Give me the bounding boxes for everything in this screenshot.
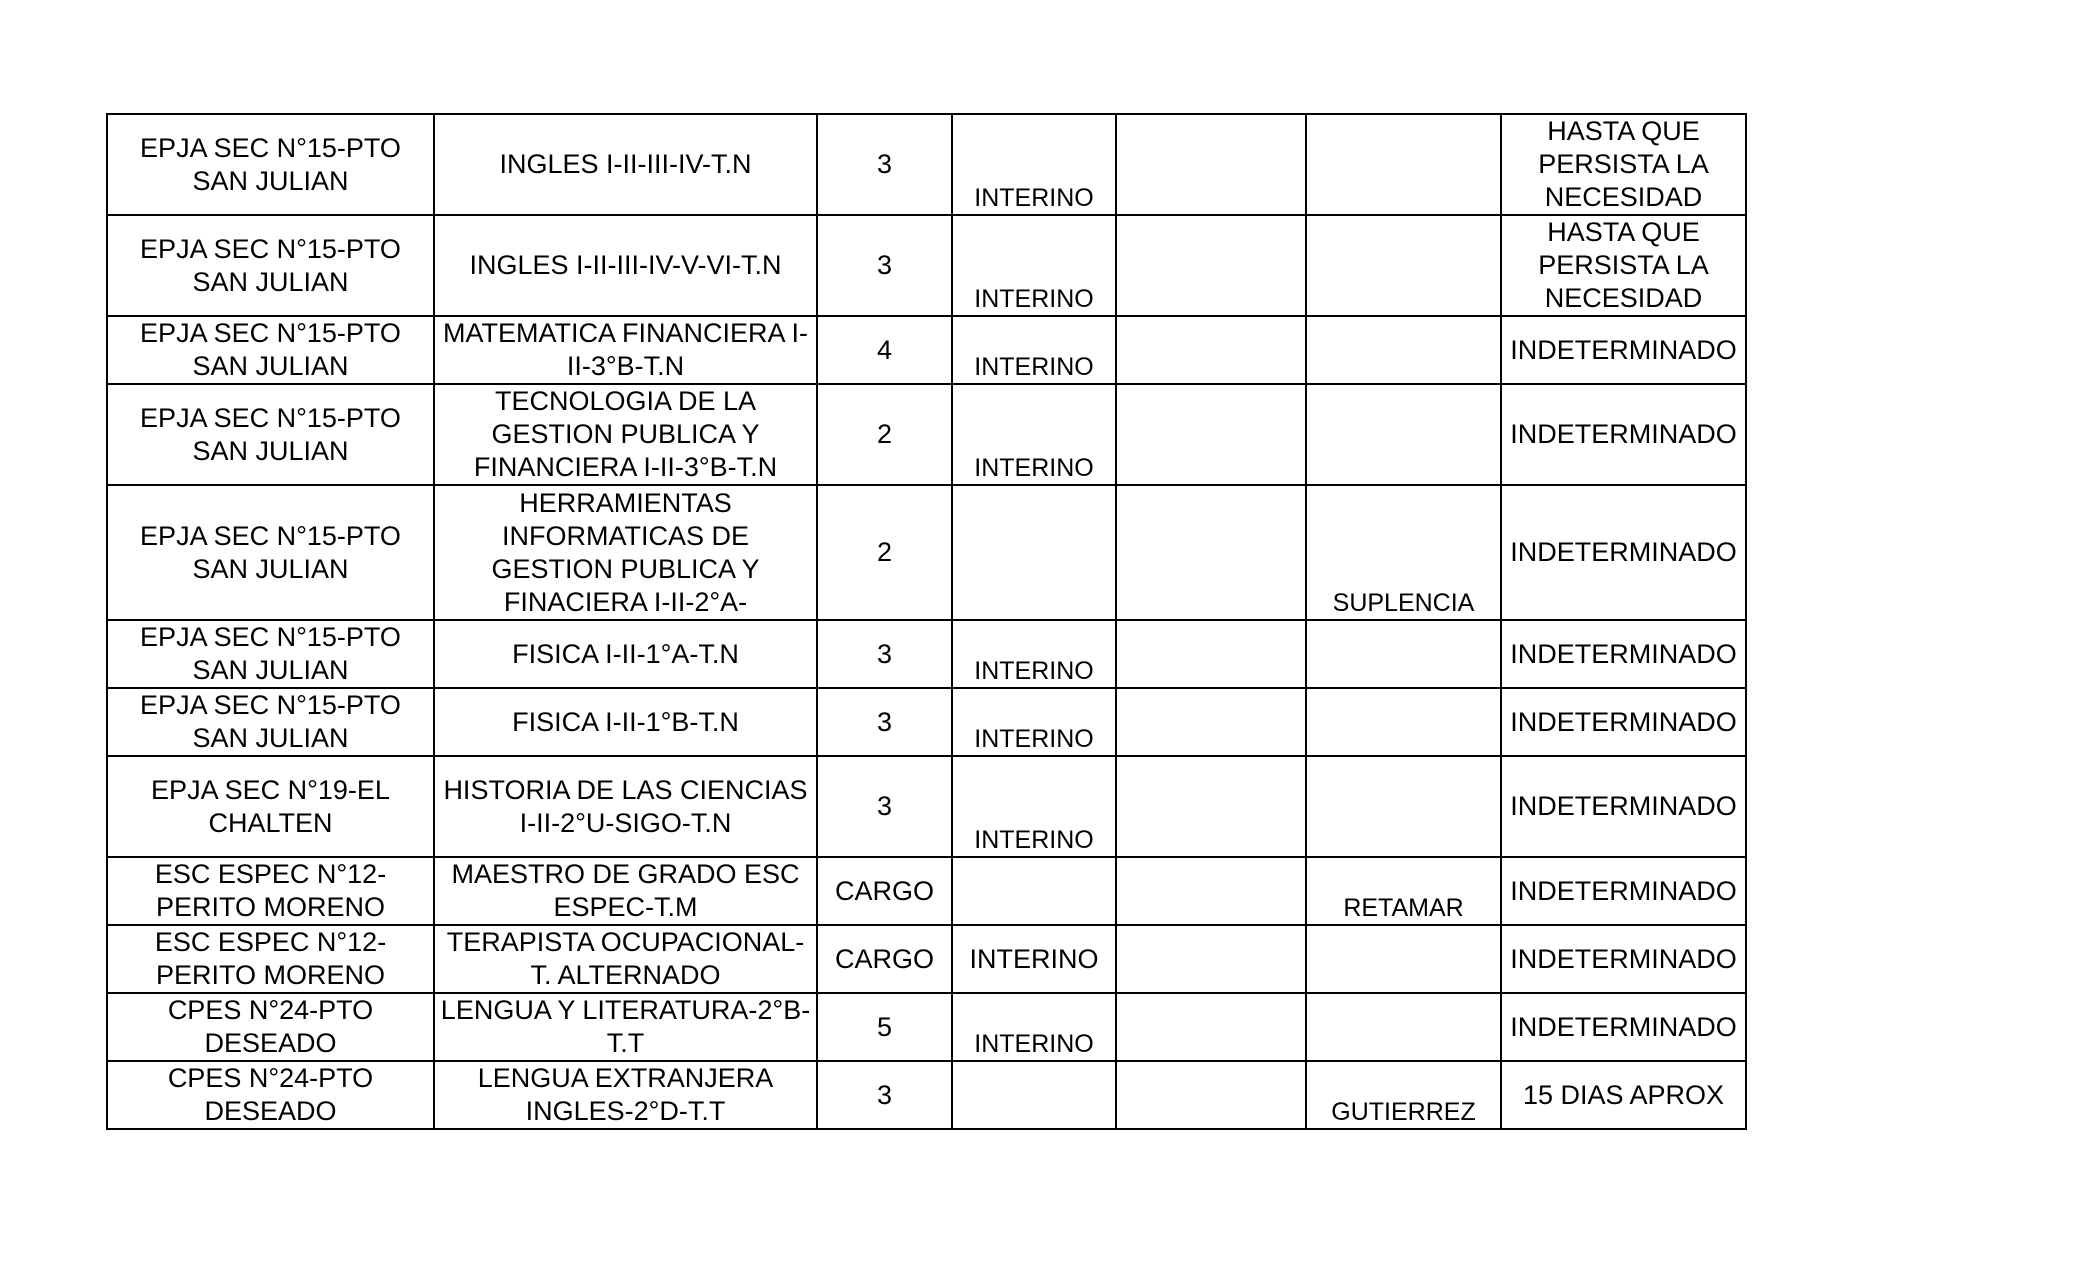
table-row: [107, 756, 1746, 857]
substitute-cell: [1306, 316, 1501, 384]
status-cell: [952, 1061, 1116, 1129]
blank-cell: [1116, 1061, 1306, 1129]
hours-cell: [817, 688, 952, 756]
table-row: [107, 384, 1746, 485]
term-cell-text: INDETERMINADO: [1510, 638, 1737, 669]
hours-cell: [817, 384, 952, 485]
hours-cell: [817, 485, 952, 620]
table-row: [107, 688, 1746, 756]
status-cell: [952, 993, 1116, 1061]
school-cell: [107, 756, 434, 857]
school-cell: [107, 993, 434, 1061]
subject-cell-text: INGLES I-II-III-IV-T.N: [499, 149, 752, 179]
subject-cell-text: FISICA I-II-1°A-T.N: [512, 638, 739, 669]
status-cell: [952, 215, 1116, 316]
school-cell-text: CPES N°24-PTO DESEADO: [167, 995, 374, 1058]
school-cell: [107, 215, 434, 316]
substitute-cell: [1306, 485, 1501, 620]
school-cell-text: EPJA SEC N°19-EL CHALTEN: [151, 774, 390, 838]
table-row: [107, 485, 1746, 620]
status-cell: [952, 384, 1116, 485]
table-row: [107, 857, 1746, 925]
table-row: [107, 1061, 1746, 1129]
school-cell-text: EPJA SEC N°15-PTO SAN JULIAN: [140, 402, 401, 466]
school-cell: [107, 857, 434, 925]
blank-cell: [1116, 756, 1306, 857]
subject-cell: [434, 925, 817, 993]
substitute-cell: [1306, 857, 1501, 925]
term-cell: [1501, 688, 1746, 756]
school-cell: [107, 114, 434, 215]
term-cell: [1501, 857, 1746, 925]
status-cell-text: INTERINO: [974, 285, 1094, 313]
status-cell-text: INTERINO: [974, 657, 1094, 685]
status-cell: [952, 620, 1116, 688]
term-cell-text: INDETERMINADO: [1510, 334, 1737, 365]
hours-cell-text: 3: [876, 706, 893, 737]
term-cell-text: HASTA QUE PERSISTA LA NECESIDAD: [1538, 217, 1709, 313]
blank-cell: [1116, 688, 1306, 756]
school-cell: [107, 620, 434, 688]
status-cell-text: INTERINO: [974, 725, 1094, 753]
subject-cell: [434, 993, 817, 1061]
term-cell-text: INDETERMINADO: [1510, 537, 1737, 567]
status-cell: [952, 316, 1116, 384]
term-cell: [1501, 316, 1746, 384]
school-cell-text: CPES N°24-PTO DESEADO: [167, 1063, 374, 1126]
hours-cell-text: CARGO: [834, 875, 934, 906]
term-cell-text: INDETERMINADO: [1510, 875, 1737, 906]
status-cell-text: INTERINO: [974, 1030, 1094, 1058]
status-cell: [952, 114, 1116, 215]
blank-cell: [1116, 857, 1306, 925]
school-cell-text: EPJA SEC N°15-PTO SAN JULIAN: [140, 622, 401, 685]
subject-cell: [434, 1061, 817, 1129]
status-cell-text: INTERINO: [974, 184, 1094, 212]
school-cell-text: EPJA SEC N°15-PTO SAN JULIAN: [140, 132, 401, 196]
substitute-cell: [1306, 756, 1501, 857]
term-cell-text: INDETERMINADO: [1510, 706, 1737, 737]
status-cell: [952, 756, 1116, 857]
hours-cell: [817, 620, 952, 688]
hours-cell-text: 3: [876, 250, 893, 280]
school-cell: [107, 688, 434, 756]
table-row: [107, 925, 1746, 993]
substitute-cell: [1306, 620, 1501, 688]
school-cell-text: EPJA SEC N°15-PTO SAN JULIAN: [140, 233, 401, 297]
term-cell: [1501, 485, 1746, 620]
substitute-cell-text: GUTIERREZ: [1331, 1098, 1476, 1126]
hours-cell: [817, 857, 952, 925]
table-row: [107, 215, 1746, 316]
term-cell: [1501, 993, 1746, 1061]
status-cell: [952, 857, 1116, 925]
hours-cell-text: 4: [876, 334, 893, 365]
hours-cell: [817, 316, 952, 384]
substitute-cell: [1306, 688, 1501, 756]
status-cell-text: INTERINO: [974, 826, 1094, 854]
hours-cell-text: 3: [876, 149, 893, 179]
status-cell-text: INTERINO: [969, 943, 1099, 974]
term-cell: [1501, 114, 1746, 215]
hours-cell: [817, 925, 952, 993]
substitute-cell: [1306, 1061, 1501, 1129]
school-cell-text: EPJA SEC N°15-PTO SAN JULIAN: [140, 690, 401, 753]
blank-cell: [1116, 485, 1306, 620]
hours-cell-text: 3: [876, 791, 893, 821]
subject-cell: [434, 688, 817, 756]
subject-cell-text: MAESTRO DE GRADO ESC ESPEC-T.M: [451, 859, 800, 922]
subject-cell-text: FISICA I-II-1°B-T.N: [512, 706, 739, 737]
subject-cell: [434, 114, 817, 215]
hours-cell-text: CARGO: [834, 943, 934, 974]
term-cell-text: HASTA QUE PERSISTA LA NECESIDAD: [1538, 116, 1709, 212]
school-cell-text: EPJA SEC N°15-PTO SAN JULIAN: [140, 520, 401, 584]
substitute-cell: [1306, 993, 1501, 1061]
term-cell: [1501, 384, 1746, 485]
hours-cell-text: 2: [876, 419, 893, 449]
subject-cell-text: HERRAMIENTAS INFORMATICAS DE GESTION PUBLICA Y FINACIERA I-II-2°A-: [491, 487, 760, 617]
subject-cell: [434, 485, 817, 620]
term-cell-text: INDETERMINADO: [1510, 419, 1737, 449]
blank-cell: [1116, 114, 1306, 215]
blank-cell: [1116, 215, 1306, 316]
substitute-cell: [1306, 925, 1501, 993]
school-cell-text: ESC ESPEC N°12- PERITO MORENO: [154, 927, 387, 990]
school-cell-text: EPJA SEC N°15-PTO SAN JULIAN: [140, 318, 401, 381]
table-row: [107, 316, 1746, 384]
table-row: [107, 620, 1746, 688]
school-cell-text: ESC ESPEC N°12- PERITO MORENO: [154, 859, 387, 922]
table-row: [107, 993, 1746, 1061]
status-cell-text: INTERINO: [974, 454, 1094, 482]
term-cell: [1501, 1061, 1746, 1129]
term-cell: [1501, 620, 1746, 688]
status-cell: [952, 688, 1116, 756]
table-row: [107, 114, 1746, 215]
subject-cell-text: TECNOLOGIA DE LA GESTION PUBLICA Y FINANCIERA I-II-3°B-T.N: [473, 386, 778, 482]
subject-cell-text: LENGUA Y LITERATURA-2°B- T.T: [440, 995, 811, 1058]
hours-cell-text: 2: [876, 537, 893, 567]
school-cell: [107, 925, 434, 993]
term-cell: [1501, 215, 1746, 316]
subject-cell-text: HISTORIA DE LAS CIENCIAS I-II-2°U-SIGO-T.N: [443, 774, 808, 838]
substitute-cell-text: SUPLENCIA: [1332, 589, 1475, 617]
blank-cell: [1116, 925, 1306, 993]
hours-cell-text: 5: [876, 1011, 893, 1042]
hours-cell: [817, 756, 952, 857]
subject-cell-text: TERAPISTA OCUPACIONAL- T. ALTERNADO: [446, 927, 805, 990]
term-cell-text: 15 DIAS APROX: [1522, 1079, 1725, 1110]
status-cell: [952, 925, 1116, 993]
blank-cell: [1116, 316, 1306, 384]
hours-cell: [817, 215, 952, 316]
vacancy-table: [106, 113, 1747, 1130]
substitute-cell: [1306, 215, 1501, 316]
hours-cell: [817, 114, 952, 215]
school-cell: [107, 316, 434, 384]
term-cell-text: INDETERMINADO: [1510, 1011, 1737, 1042]
hours-cell-text: 3: [876, 638, 893, 669]
blank-cell: [1116, 620, 1306, 688]
substitute-cell: [1306, 114, 1501, 215]
subject-cell-text: MATEMATICA FINANCIERA I- II-3°B-T.N: [442, 318, 809, 381]
subject-cell-text: INGLES I-II-III-IV-V-VI-T.N: [469, 250, 782, 280]
term-cell: [1501, 925, 1746, 993]
table-body: [107, 114, 1746, 1129]
term-cell-text: INDETERMINADO: [1510, 943, 1737, 974]
substitute-cell-text: RETAMAR: [1343, 894, 1464, 922]
hours-cell: [817, 993, 952, 1061]
blank-cell: [1116, 384, 1306, 485]
subject-cell: [434, 857, 817, 925]
subject-cell: [434, 384, 817, 485]
status-cell-text: INTERINO: [974, 353, 1094, 381]
subject-cell: [434, 620, 817, 688]
school-cell: [107, 384, 434, 485]
substitute-cell: [1306, 384, 1501, 485]
term-cell-text: INDETERMINADO: [1510, 791, 1737, 821]
blank-cell: [1116, 993, 1306, 1061]
status-cell: [952, 485, 1116, 620]
school-cell: [107, 1061, 434, 1129]
subject-cell: [434, 756, 817, 857]
school-cell: [107, 485, 434, 620]
subject-cell-text: LENGUA EXTRANJERA INGLES-2°D-T.T: [477, 1063, 774, 1126]
hours-cell: [817, 1061, 952, 1129]
hours-cell-text: 3: [876, 1079, 893, 1110]
term-cell: [1501, 756, 1746, 857]
subject-cell: [434, 215, 817, 316]
subject-cell: [434, 316, 817, 384]
